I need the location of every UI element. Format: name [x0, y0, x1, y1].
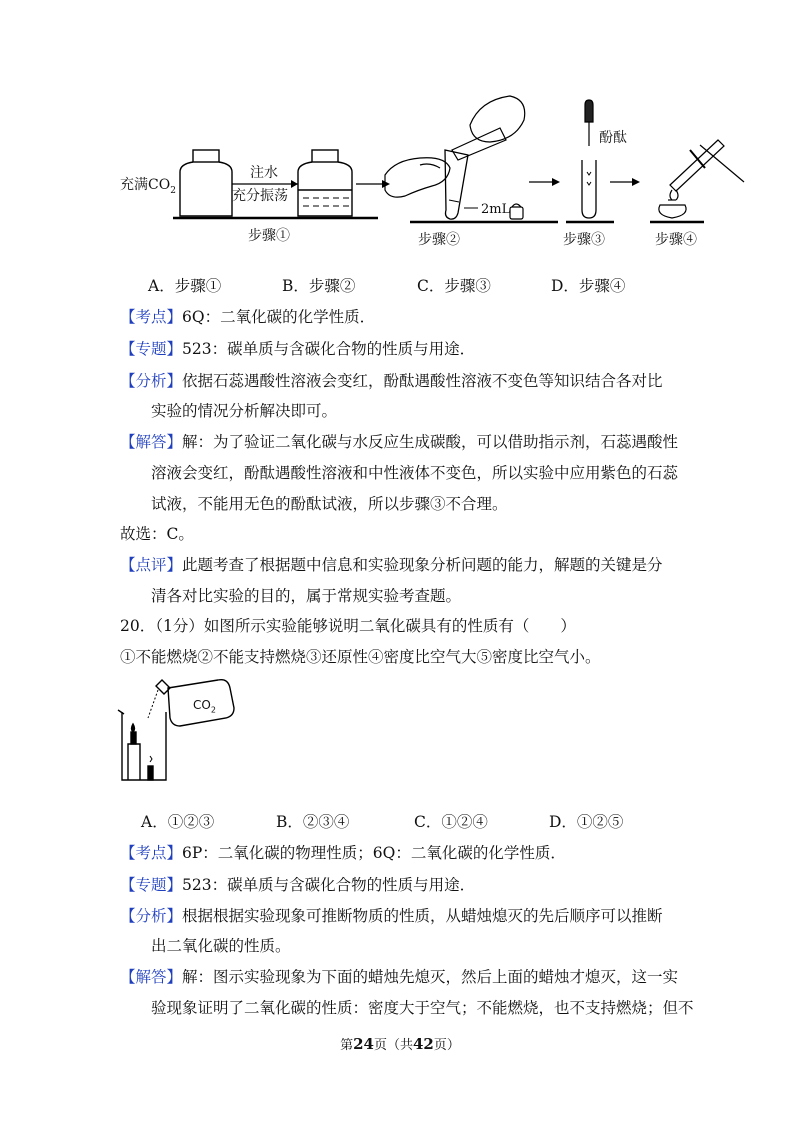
q19-option-b: B．步骤② — [282, 277, 356, 295]
arrow-top-label: 注水 — [250, 165, 278, 181]
step4-label: 步骤④ — [655, 232, 697, 248]
q20-option-b: B．②③④ — [276, 813, 350, 831]
q19-fenxi-cont: 实验的情况分析解决即可。 — [151, 402, 338, 420]
q19-dianping: 【点评】此题考查了根据题中信息和实验现象分析问题的能力，解题的关键是分 — [120, 556, 663, 574]
step2-label: 步骤② — [418, 232, 460, 248]
q19-kaodian: 【考点】6Q：二氧化碳的化学性质． — [120, 308, 376, 326]
heating-tube — [670, 140, 744, 191]
q19-jieda-cont-2: 试液，不能用无色的酚酞试液，所以步骤③不合理。 — [151, 495, 508, 513]
step3-label: 步骤③ — [563, 232, 605, 248]
dropper — [585, 100, 593, 146]
indicator-label: 酚酞 — [599, 130, 627, 146]
q19-fenxi: 【分析】依据石蕊遇酸性溶液会变红，酚酞遇酸性溶液不变色等知识结合各对比 — [120, 372, 663, 390]
test-tube — [445, 150, 468, 219]
q19-zhuanti: 【专题】523：碳单质与含碳化合物的性质与用途． — [120, 340, 476, 358]
q19-answer: 故选：C。 — [120, 525, 194, 543]
q20-zhuanti: 【专题】523：碳单质与含碳化合物的性质与用途． — [120, 876, 476, 894]
q19-jieda-cont-1: 溶液会变红，酚酞遇酸性溶液和中性液体不变色，所以实验中应用紫色的石蕊 — [151, 464, 679, 482]
q19-option-a: A．步骤① — [148, 277, 222, 295]
q20-option-a: A．①②③ — [141, 813, 215, 831]
pouring-hands — [385, 96, 525, 197]
bottle-cap — [510, 204, 523, 219]
water-bottle — [298, 150, 352, 216]
step1-label: 步骤① — [248, 228, 290, 244]
q19-option-d: D．步骤④ — [551, 277, 626, 295]
q19-jieda: 【解答】解：为了验证二氧化碳与水反应生成碳酸，可以借助指示剂，石蕊遇酸性 — [120, 433, 679, 451]
candle-beaker-figure — [110, 672, 260, 792]
q20-fenxi-cont: 出二氧化碳的性质。 — [151, 937, 291, 955]
arrow-bottom-label: 充分振荡 — [232, 188, 288, 204]
co2-bottle-label: $CO_2$ — [193, 698, 216, 715]
q19-dianping-cont: 清各对比实验的目的，属于常规实验考查题。 — [151, 587, 462, 605]
page-footer: 第24页（共42页） — [340, 1035, 460, 1053]
q20-jieda: 【解答】解：图示实验现象为下面的蜡烛先熄灭，然后上面的蜡烛才熄灭，这一实 — [120, 968, 679, 986]
q20-properties: ①不能燃烧②不能支持燃烧③还原性④密度比空气大⑤密度比空气小。 — [120, 648, 601, 666]
co2-filled-label: 充满$CO_2$ — [120, 177, 176, 196]
experiment-steps-figure — [0, 0, 800, 260]
q19-option-c: C．步骤③ — [417, 277, 491, 295]
indicator-tube — [582, 160, 596, 218]
co2-bottle — [180, 150, 232, 216]
q20-jieda-cont: 验现象证明了二氧化碳的性质：密度大于空气；不能燃烧，也不支持燃烧；但不 — [151, 999, 694, 1017]
q20-option-d: D．①②⑤ — [549, 813, 624, 831]
q20-stem: 20．（1分）如图所示实验能够说明二氧化碳具有的性质有（ ） — [120, 617, 576, 635]
q20-option-c: C．①②④ — [414, 813, 488, 831]
volume-label: 2mL — [481, 202, 511, 217]
q20-fenxi: 【分析】根据根据实验现象可推断物质的性质，从蜡烛熄灭的先后顺序可以推断 — [120, 907, 663, 925]
q20-kaodian: 【考点】6P：二氧化碳的物理性质；6Q：二氧化碳的化学性质． — [120, 844, 566, 862]
alcohol-lamp — [659, 190, 686, 218]
